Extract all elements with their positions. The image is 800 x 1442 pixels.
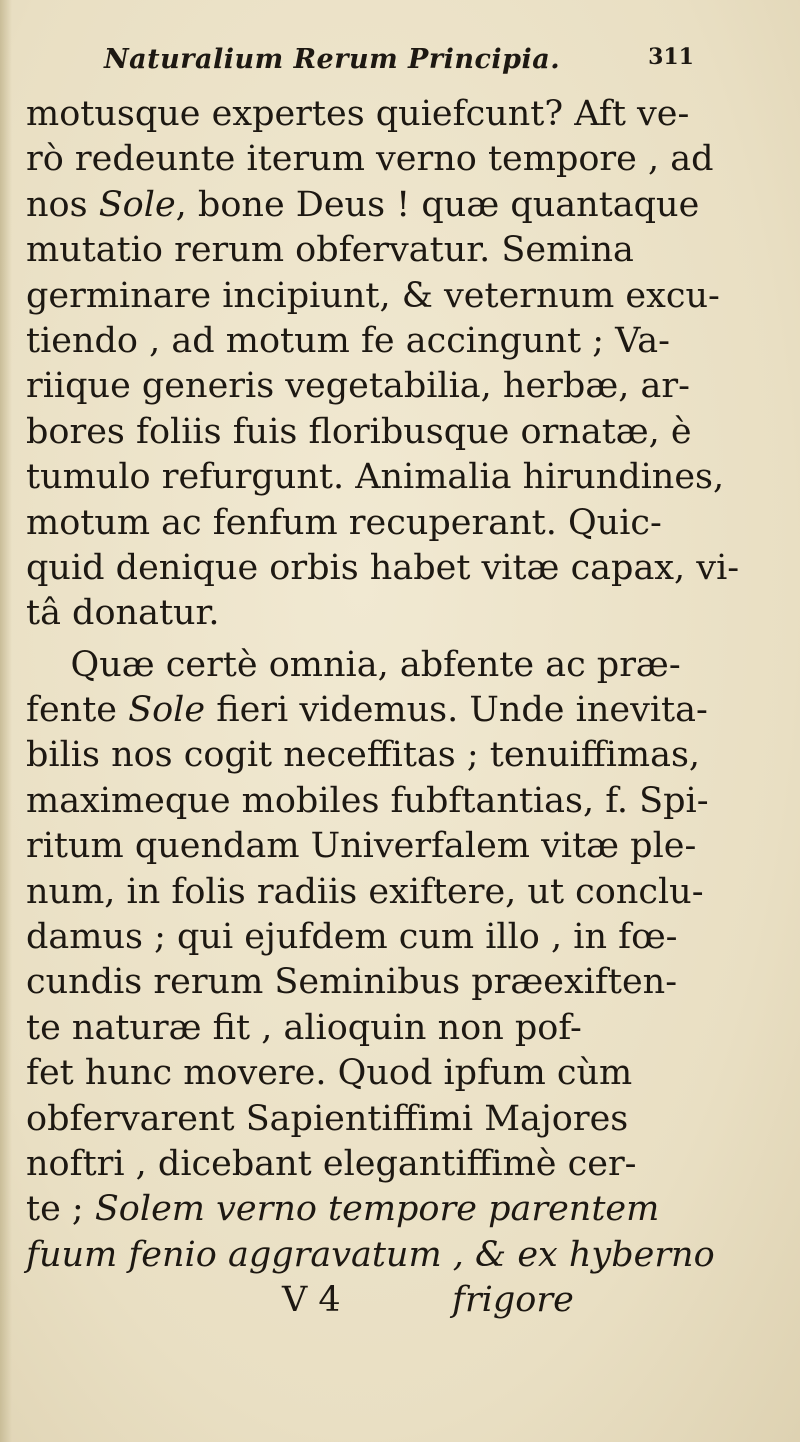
text-line [26,501,766,546]
text-run: germinare incipiunt, & veternum excu- [26,275,720,316]
text-run: nos [26,184,99,225]
text-line [26,733,766,778]
text-run: bores foliis fuis floribusque ornatæ, è [26,411,692,452]
text-run: tiendo , ad motum fe accingunt ; Va- [26,320,670,361]
text-line [26,591,766,636]
text-run: maximeque mobiles fubftantias, f. Spi- [26,780,709,821]
text-line [26,546,766,591]
text-line [26,137,766,182]
text-run: riique generis vegetabilia, herbæ, ar- [26,366,690,407]
text-line [26,824,766,869]
text-line [26,779,766,824]
italic-run: Solem verno tempore parentem [94,1189,660,1230]
italic-run: Sole [98,184,176,225]
text-run: fente [26,690,129,731]
italic-run: fuum fenio aggravatum , & ex hyberno [26,1234,715,1275]
text-run: , bone Deus ! quæ quantaque [175,184,700,225]
text-line [26,228,766,273]
page-header [104,44,694,84]
text-line [26,183,766,228]
text-run: cundis rerum Seminibus præexiften- [26,962,678,1003]
text-run: obfervarent Sapientiffimi Majores [26,1098,629,1139]
text-run: te ; [26,1189,95,1230]
gutter-shadow [0,0,12,1442]
text-line [26,455,766,500]
text-line [26,92,766,137]
text-line [26,1006,766,1051]
text-line [26,688,766,733]
text-run: motusque expertes quiefcunt? Aft ve- [26,94,690,134]
text-run: quid denique orbis habet vitæ capax, vi- [26,547,740,588]
text-run: damus ; qui ejufdem cum illo , in fœ- [26,917,678,958]
text-line [26,319,766,364]
text-run: mutatio rerum obfervatur. Semina [26,230,634,271]
text-run: noftri , dicebant elegantiffimè cer- [26,1143,637,1184]
text-run: rò redeunte iterum verno tempore , ad [26,139,714,180]
signature-mark: V 4 [282,1280,341,1321]
footer-line [26,1278,766,1323]
text-run: tâ donatur. [26,593,220,634]
text-line [26,915,766,960]
text-line [26,1233,766,1278]
text-run: Quæ certè omnia, abfente ac præ- [26,644,681,685]
text-run: te naturæ fit , alioquin non pof- [26,1007,582,1048]
text-line [26,870,766,915]
text-run: num, in folis radiis exiftere, ut conclu- [26,871,704,912]
text-line [26,274,766,319]
text-line [26,643,766,688]
text-line [26,1051,766,1096]
catchword: frigore [452,1280,574,1321]
text-run: fieri videmus. Unde inevita- [205,690,708,731]
text-line [26,1142,766,1187]
page-number: 311 [648,44,694,70]
italic-run: Sole [128,690,206,731]
text-run: bilis nos cogit neceffitas ; tenuiffimas, [26,735,701,776]
text-run: motum ac fenfum recuperant. Quic- [26,502,662,543]
text-line [26,364,766,409]
text-line [26,1187,766,1232]
text-run: ritum quendam Univerfalem vitæ ple- [26,826,697,867]
text-run: tumulo refurgunt. Animalia hirundines, [26,457,725,498]
body-text [26,92,766,1324]
text-run: fet hunc movere. Quod ipfum cùm [26,1053,633,1094]
text-line [26,960,766,1005]
text-line [26,1097,766,1142]
text-line [26,410,766,455]
running-title: Naturalium Rerum Principia. [104,44,561,75]
